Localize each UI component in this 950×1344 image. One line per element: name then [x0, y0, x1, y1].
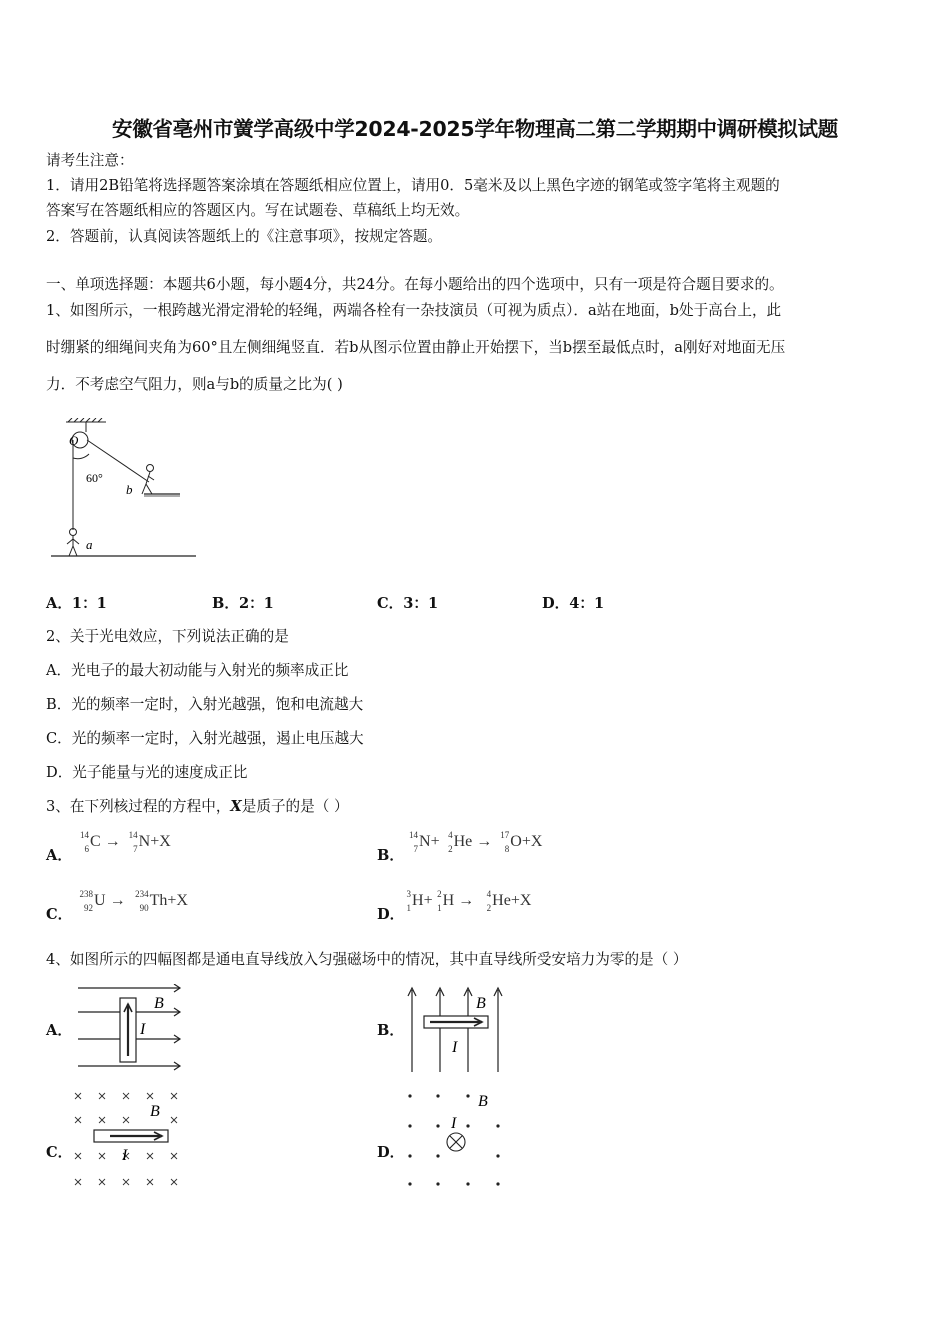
q4-option-c-label: C．: [46, 1144, 73, 1161]
q3-equation-c: 238 92 U → 234 90 Th+X: [79, 889, 188, 913]
q4-a-label-i: I: [140, 1021, 146, 1038]
notice-line-2: 答案写在答题纸相应的答题区内。写在试题卷、草稿纸上均无效。: [46, 202, 470, 219]
q1-pulley-figure: [46, 418, 206, 568]
notice-line-3: 2．答题前，认真阅读答题纸上的《注意事项》，按规定答题。: [46, 228, 443, 245]
q1-stem-line-2: 时绷紧的细绳间夹角为60°且左侧细绳竖直．若b从图示位置由静止开始摆下，当b摆至最低点时，a刚好对地面无压: [46, 339, 786, 356]
section-heading: 一、单项选择题：本题共6小题，每小题4分，共24分。在每小题给出的四个选项中，只有一项是符合题目要求的。: [46, 276, 784, 293]
q2-option-b: B．光的频率一定时，入射光越强，饱和电流越大: [46, 696, 364, 713]
q3-option-a-label: A．: [46, 847, 72, 864]
field-out-of-page-dot: [408, 1182, 411, 1185]
q4-stem: 4、如图所示的四幅图都是通电直导线放入匀强磁场中的情况，其中直导线所受安培力为零的是（ ）: [46, 951, 688, 968]
q1-option-b: B．2：1: [212, 595, 274, 612]
q3-equation-d: 3 1 H+ 2 1 H → 4 2 He+X: [406, 889, 532, 913]
notice-line-1: 1．请用2B铅笔将选择题答案涂填在答题纸相应位置上，请用0．5毫米及以上黑色字迹的钢笔或签字笔将主观题的: [46, 177, 780, 194]
q3-option-d-label: D．: [377, 906, 405, 923]
field-out-of-page-dot: [436, 1094, 439, 1097]
field-out-of-page-dot: [436, 1124, 439, 1127]
q3-equation-a: 14 6 C → 14 7 N+X: [80, 830, 171, 854]
q3-option-c-label: C．: [46, 906, 73, 923]
q3-stem: 3、在下列核过程的方程中，X是质子的是（ ）: [46, 798, 349, 815]
q4-d-label-b: B: [478, 1093, 488, 1110]
q2-stem: 2、关于光电效应，下列说法正确的是: [46, 628, 289, 645]
field-out-of-page-dot: [436, 1154, 439, 1157]
q1-option-d: D．4：1: [542, 595, 605, 612]
field-out-of-page-dot: [408, 1094, 411, 1097]
field-out-of-page-dot: [496, 1154, 499, 1157]
q2-option-d: D．光子能量与光的速度成正比: [46, 764, 248, 781]
q1-stem-line-1: 1、如图所示，一根跨越光滑定滑轮的轻绳，两端各栓有一杂技演员（可视为质点）．a站在地面，b处于高台上，此: [46, 302, 782, 319]
q3-option-b-label: B．: [377, 847, 404, 864]
q1-fig-label-O: O: [69, 433, 79, 448]
q1-option-a: A．1：1: [46, 595, 107, 612]
q4-b-label-i: I: [452, 1039, 458, 1056]
q1-fig-label-b: b: [126, 482, 133, 497]
field-out-of-page-dot: [466, 1124, 469, 1127]
q4-a-label-b: B: [154, 995, 164, 1012]
q1-option-c: C．3：1: [377, 595, 439, 612]
q4-figure-b: [404, 984, 506, 1074]
q3-equation-b: 14 7 N+ 4 2 He → 17 8 O+X: [409, 830, 543, 854]
q4-figure-a: [74, 984, 184, 1074]
q2-option-c: C．光的频率一定时，入射光越强，遏止电压越大: [46, 730, 364, 747]
q4-figure-c: [72, 1090, 182, 1190]
q2-option-a: A．光电子的最大初动能与入射光的频率成正比: [46, 662, 349, 679]
field-out-of-page-dot: [496, 1182, 499, 1185]
q1-fig-label-a: a: [86, 537, 93, 552]
field-out-of-page-dot: [408, 1124, 411, 1127]
field-out-of-page-dot: [436, 1182, 439, 1185]
q4-option-b-label: B．: [377, 1022, 404, 1039]
q4-figure-d: [402, 1090, 508, 1190]
page-title: 安徽省亳州市黉学高级中学2024-2025学年物理高二第二学期期中调研模拟试题: [112, 117, 838, 141]
field-out-of-page-dot: [466, 1094, 469, 1097]
field-out-of-page-dot: [408, 1154, 411, 1157]
q4-option-a-label: A．: [46, 1022, 72, 1039]
field-out-of-page-dot: [496, 1124, 499, 1127]
q1-stem-line-3: 力．不考虑空气阻力，则a与b的质量之比为( ): [46, 376, 343, 393]
field-out-of-page-dot: [466, 1182, 469, 1185]
q4-option-d-label: D．: [377, 1144, 405, 1161]
q4-c-label-b: B: [150, 1103, 160, 1120]
notice-heading: 请考生注意：: [46, 152, 134, 169]
q4-d-label-i: I: [451, 1115, 457, 1132]
q4-b-label-b: B: [476, 995, 486, 1012]
q4-c-label-i: I: [122, 1147, 128, 1164]
q1-fig-label-angle: 60°: [86, 471, 103, 485]
